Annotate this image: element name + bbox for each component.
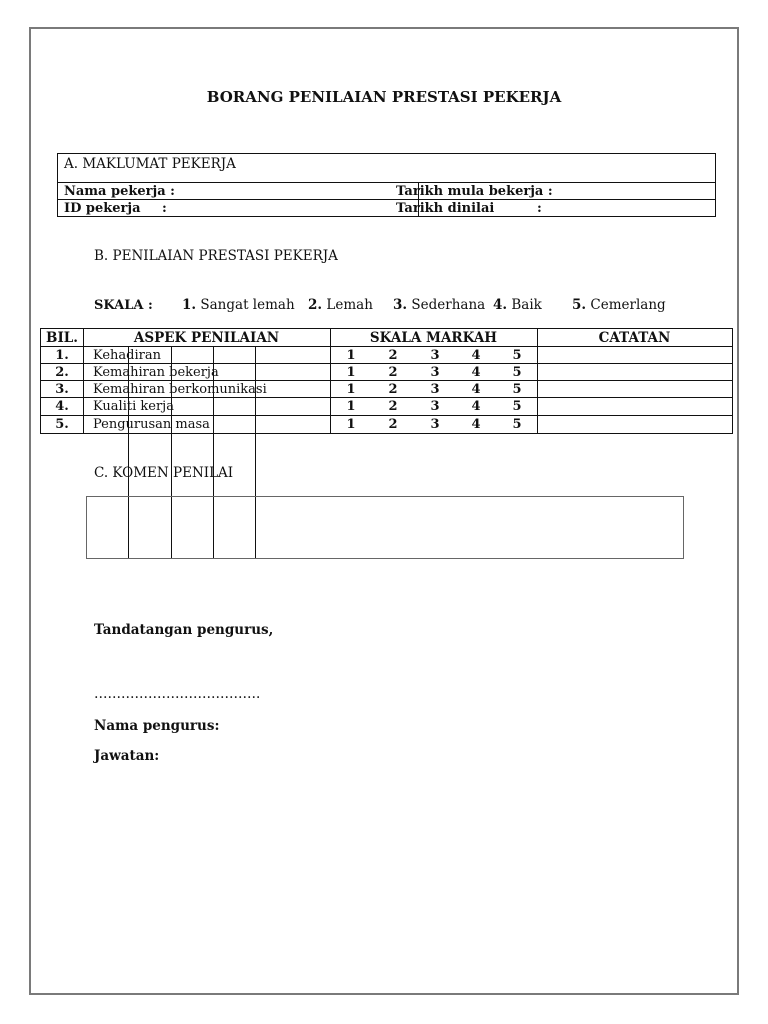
section-b-heading: B. PENILAIAN PRESTASI PEKERJA [94,248,338,264]
row-3-scale-2[interactable]: 2 [388,382,398,397]
row-4-scale-3[interactable]: 3 [430,399,440,414]
scale-item-5: 5. Cemerlang [572,297,666,313]
employee-id-colon: : [162,201,167,216]
row-5-bil: 5. [55,417,69,432]
header-skala: SKALA MARKAH [369,330,498,346]
row-2-bil: 2. [55,365,69,380]
row-4-scale-1[interactable]: 1 [346,399,356,414]
row-2-scale-1[interactable]: 1 [346,365,356,380]
section-c-heading: C. KOMEN PENILAI [94,465,234,481]
scale-item-1: 1. Sangat lemah [182,297,295,313]
row-2-scale-2[interactable]: 2 [388,365,398,380]
row-3-scale-1[interactable]: 1 [346,382,356,397]
scale-item-3: 3. Sederhana [393,297,486,313]
employee-name-label: Nama pekerja : [64,184,175,199]
row-1-scale-4[interactable]: 4 [471,348,481,363]
employee-info-box [57,153,716,217]
document-title: BORANG PENILAIAN PRESTASI PEKERJA [206,88,562,106]
row-1-scale-5[interactable]: 5 [512,348,522,363]
row-4-aspek: Kualiti kerja [93,399,174,414]
scale-item-4: 4. Baik [493,297,542,313]
header-catatan: CATATAN [598,330,671,346]
row-3-bil: 3. [55,382,69,397]
section-a-heading: A. MAKLUMAT PEKERJA [64,156,236,172]
divider [58,199,715,200]
header-bil: BIL. [46,330,78,346]
row-4-scale-2[interactable]: 2 [388,399,398,414]
row-5-aspek: Pengurusan masa [93,417,210,432]
row-1-scale-2[interactable]: 2 [388,348,398,363]
employee-id-label: ID pekerja [64,201,141,216]
manager-name-label: Nama pengurus: [94,718,220,734]
row-5-scale-3[interactable]: 3 [430,417,440,432]
row-2-scale-4[interactable]: 4 [471,365,481,380]
row-1-scale-1[interactable]: 1 [346,348,356,363]
row-2-scale-3[interactable]: 3 [430,365,440,380]
assessed-date-colon: : [537,201,542,216]
row-5-scale-4[interactable]: 4 [471,417,481,432]
scale-item-2: 2. Lemah [308,297,373,313]
divider [58,182,715,183]
row-5-scale-5[interactable]: 5 [512,417,522,432]
row-1-scale-3[interactable]: 3 [430,348,440,363]
signature-line: ………………………………. [94,686,261,702]
scale-legend [94,297,153,313]
row-2-aspek: Kemahiran bekerja [93,365,219,380]
scale-label: SKALA : [94,298,153,313]
header-aspek: ASPEK PENILAIAN [133,330,280,346]
row-1-bil: 1. [55,348,69,363]
signature-label: Tandatangan pengurus, [94,622,274,638]
comment-box[interactable] [86,496,684,559]
row-4-scale-5[interactable]: 5 [512,399,522,414]
row-3-scale-4[interactable]: 4 [471,382,481,397]
start-date-label: Tarikh mula bekerja : [396,184,553,199]
row-1-aspek: Kehadiran [93,348,161,363]
row-2-scale-5[interactable]: 5 [512,365,522,380]
assessed-date-label: Tarikh dinilai [396,201,495,216]
row-4-scale-4[interactable]: 4 [471,399,481,414]
row-5-scale-2[interactable]: 2 [388,417,398,432]
row-5-scale-1[interactable]: 1 [346,417,356,432]
row-3-scale-5[interactable]: 5 [512,382,522,397]
assessment-table [40,328,733,434]
row-4-bil: 4. [55,399,69,414]
row-3-aspek: Kemahiran berkomunikasi [93,382,267,397]
row-3-scale-3[interactable]: 3 [430,382,440,397]
position-label: Jawatan: [94,748,160,764]
